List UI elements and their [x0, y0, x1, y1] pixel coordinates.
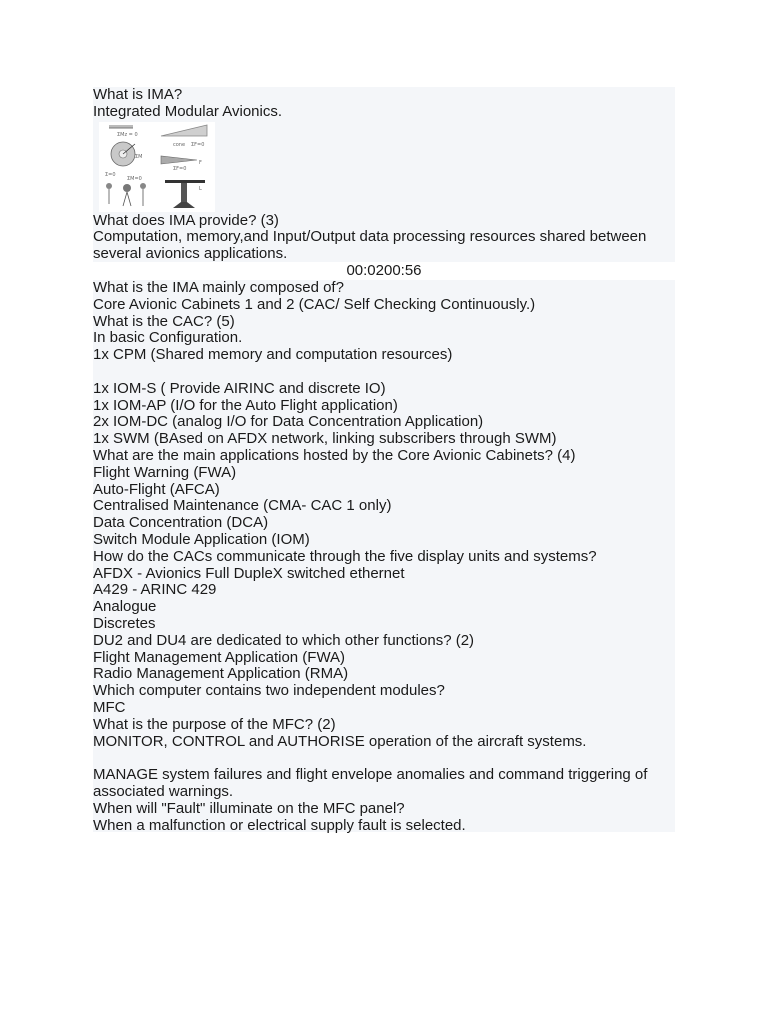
line: What is the CAC? (5) [93, 312, 235, 330]
flashcard-block-2 [93, 280, 675, 832]
svg-text:ΣM=0: ΣM=0 [127, 175, 142, 182]
line: Discretes [93, 614, 156, 632]
line: Auto-Flight (AFCA) [93, 480, 220, 498]
svg-text:L: L [199, 185, 202, 192]
line: 1x CPM (Shared memory and computation resources) [93, 346, 453, 364]
line: In basic Configuration. [93, 329, 243, 347]
line: MFC [93, 698, 126, 716]
line: 2x IOM-DC (analog I/O for Data Concentration Application) [93, 413, 484, 431]
line: Core Avionic Cabinets 1 and 2 (CAC/ Self Checking Continuously.) [93, 295, 536, 313]
line: What are the main applications hosted by the Core Avionic Cabinets? (4) [93, 446, 576, 464]
line: DU2 and DU4 are dedicated to which other functions? (2) [93, 631, 475, 649]
question-what-does-ima-provide: What does IMA provide? (3) [93, 211, 279, 229]
line: Data Concentration (DCA) [93, 514, 269, 532]
svg-text:ΣF=0: ΣF=0 [173, 165, 187, 172]
blank-line [93, 750, 675, 767]
svg-text:ΣMz = 0: ΣMz = 0 [117, 131, 138, 138]
line: How do the CACs communicate through the five display units and systems? [93, 547, 597, 565]
line: MONITOR, CONTROL and AUTHORISE operation of the aircraft systems. [93, 732, 587, 750]
physics-diagram-thumbnail [99, 122, 215, 212]
question-what-is-ima: What is IMA? [93, 86, 183, 103]
line: 1x IOM-S ( Provide AIRINC and discrete IO) [93, 379, 386, 397]
timer-text: 00:0200:56 [346, 262, 422, 279]
line: What is the IMA mainly composed of? [93, 279, 344, 296]
line: Switch Module Application (IOM) [93, 530, 310, 548]
line: 1x IOM-AP (I/O for the Auto Flight application) [93, 396, 398, 414]
svg-text:F: F [199, 159, 202, 166]
answer-computation-memory: Computation, memory,and Input/Output data processing resources shared between several avionics applications. [93, 228, 651, 263]
line: A429 - ARINC 429 [93, 581, 217, 599]
blank-line [93, 364, 675, 381]
line: Centralised Maintenance (CMA- CAC 1 only) [93, 497, 392, 515]
line: MANAGE system failures and flight envelope anomalies and command triggering of associated warnings. [93, 766, 652, 800]
flashcard-block-1 [93, 87, 675, 262]
line: Flight Management Application (FWA) [93, 648, 346, 666]
svg-text:Σ=0: Σ=0 [105, 171, 116, 178]
line: Flight Warning (FWA) [93, 463, 237, 481]
line: 1x SWM (BAsed on AFDX network, linking subscribers through SWM) [93, 430, 557, 448]
svg-text:ΣF=0: ΣF=0 [191, 141, 205, 148]
svg-text:cone: cone [173, 141, 186, 148]
line: What is the purpose of the MFC? (2) [93, 715, 336, 733]
line: Which computer contains two independent modules? [93, 682, 445, 700]
line: When will "Fault" illuminate on the MFC panel? [93, 799, 405, 817]
svg-text:ΣM: ΣM [135, 153, 143, 160]
line: Radio Management Application (RMA) [93, 665, 349, 683]
line: When a malfunction or electrical supply fault is selected. [93, 816, 466, 834]
answer-integrated-modular-avionics: Integrated Modular Avionics. [93, 102, 283, 120]
line: Analogue [93, 598, 157, 616]
line: AFDX - Avionics Full DupleX switched ethernet [93, 564, 405, 582]
